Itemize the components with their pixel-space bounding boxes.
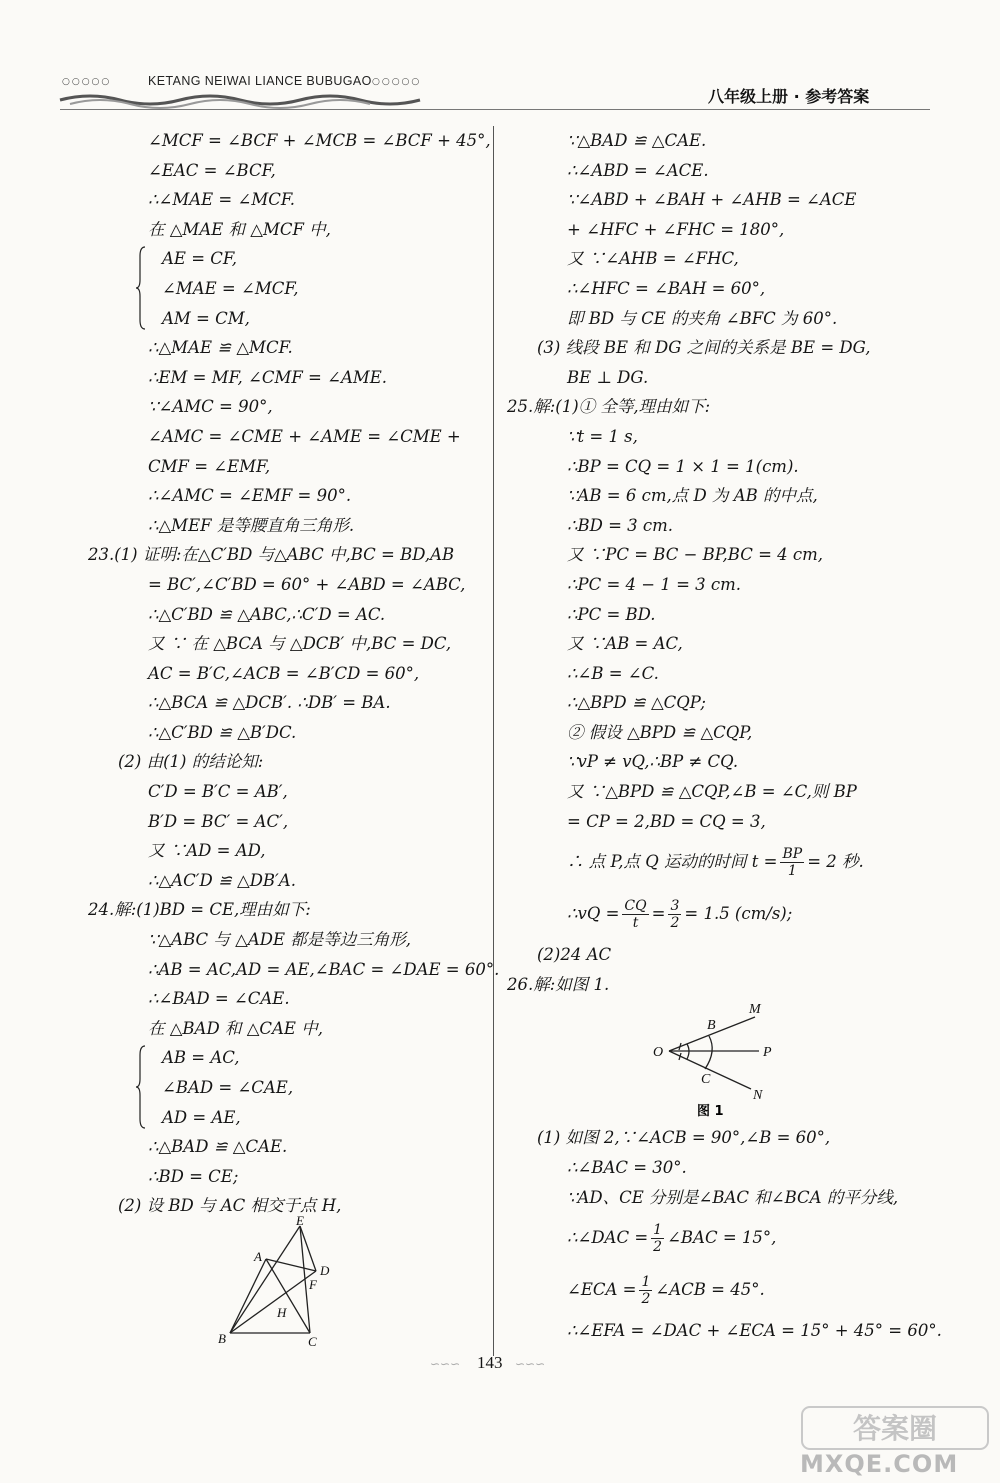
text-line: = CP = 2,BD = CQ = 3, [567,811,766,831]
text-line: + ∠HFC + ∠FHC = 180°, [567,219,785,239]
figure-2-triangles [88,1212,483,1350]
text-line: 24.解:(1)BD = CE,理由如下: [88,900,311,920]
brace-line: AM = CM, [162,308,250,328]
text-line: ∴BD = 3 cm. [567,515,674,535]
watermark-logo-icon [800,1405,990,1455]
eq-text: ∴∠DAC = [567,1228,649,1248]
figure-caption: 图 1 [697,1104,724,1120]
text-line: ∵AB = 6 cm,点 D 为 AB 的中点, [567,486,818,506]
text-line: ∵△BAD ≌ △CAE. [567,131,707,150]
text-line: CMF = ∠EMF, [148,456,271,476]
angle-diagram [647,999,787,1119]
text-line: ∠AMC = ∠CME + ∠AME = ∠CME + [148,426,461,446]
label-C: C [308,1333,317,1349]
text-line: ∴BD = CE; [148,1166,239,1186]
text-line: ∴EM = MF, ∠CMF = ∠AME. [148,367,388,387]
eq-text: ∠BAC = 15°, [667,1228,777,1248]
label-N: N [753,1088,763,1104]
text-line: ∴△C′BD ≌ △ABC,∴C′D = AC. [148,604,386,624]
fraction-denominator: 1 [787,863,797,880]
watermark-logo-text: 答案圈 [852,1412,938,1445]
text-line: ∴△MAE ≌ △MCF. [148,338,293,358]
left-column [88,126,500,1350]
text-line: ∴AB = AC,AD = AE,∠BAC = ∠DAE = 60°. [148,959,500,979]
text-line: ∴∠B = ∠C. [567,663,659,683]
text-line: ∵△ABC 与 △ADE 都是等边三角形, [148,930,412,950]
text-line: ∴△BPD ≌ △CQP; [567,693,706,713]
text-line: (2) 由(1) 的结论知: [118,752,264,772]
text-line: ∴∠AMC = ∠EMF = 90°. [148,486,352,506]
header-rule [60,109,930,110]
text-line: 又 ∵∠AHB = ∠FHC, [567,249,739,269]
text-line: ∵AD、CE 分别是∠BAC 和∠BCA 的平分线, [567,1187,899,1207]
footer-ornament-right-icon: ∽∽∽ [515,1357,546,1371]
text-line: 26.解:如图 1. [507,974,610,994]
header-dots-left: ○○○○○ [62,77,112,87]
label-F: F [309,1276,317,1292]
text-line: ∴∠BAD = ∠CAE. [148,989,290,1009]
label-P: P [763,1045,772,1061]
text-line: ∴PC = 4 − 1 = 3 cm. [567,574,742,594]
label-E: E [296,1212,304,1228]
header-title: 八年级上册 · 参考答案 [708,87,870,106]
fraction [668,898,681,931]
eq-text: = [651,904,666,924]
brace-line: AD = AE, [162,1107,241,1127]
fraction [651,1222,664,1255]
text-line: ∴∠MAE = ∠MCF. [148,190,295,210]
left-brace-icon [136,246,146,330]
text-line: ∴△MEF 是等腰直角三角形. [148,515,355,535]
header-ornament-icon [60,92,430,108]
text-line: ∴∠BAC = 30°. [567,1158,687,1178]
fraction-denominator: t [632,915,639,932]
left-brace-icon [136,1045,146,1129]
text-line: ∵t = 1 s, [567,426,638,446]
text-line: 又 ∵AB = AC, [567,634,683,654]
text-line: 25.解:(1)① 全等,理由如下: [507,397,711,417]
text-line: ∠MCF = ∠BCF + ∠MCB = ∠BCF + 45°, [148,131,491,150]
brace-system [88,244,483,333]
text-line: ∴∠EFA = ∠DAC + ∠ECA = 15° + 45° = 60°. [567,1321,942,1341]
fraction-numerator: 1 [653,1222,663,1239]
fraction [622,898,648,931]
fraction-numerator: 1 [641,1274,651,1291]
eq-text: ∠ECA = [567,1280,637,1300]
text-line: ∠EAC = ∠BCF, [148,160,276,180]
page-number: 143 [477,1353,503,1372]
text-line: C′D = B′C = AB′, [148,782,288,802]
label-B: B [707,1018,716,1034]
watermark-text: MXQE.COM [800,1450,959,1478]
brace-line: AB = AC, [162,1048,240,1068]
text-line: 又 ∵PC = BC − BP,BC = 4 cm, [567,545,824,565]
text-line: ∴△C′BD ≌ △B′DC. [148,722,297,742]
figure-1-angle-bisector [507,999,927,1123]
eq-text: ∠ACB = 45°. [655,1280,765,1300]
text-line: (3) 线段 BE 和 DG 之间的关系是 BE = DG, [537,338,871,358]
fraction [639,1274,652,1307]
equation-line [507,836,927,888]
eq-text: ∴ 点 P,点 Q 运动的时间 t = [567,852,778,872]
eq-text: = 1.5 (cm/s); [684,904,793,924]
text-line: (2)24 AC [537,945,612,965]
text-line: 又 ∵AD = AD, [148,841,266,861]
equation-line [507,888,927,940]
text-line: 又 ∵△BPD ≌ △CQP,∠B = ∠C,则 BP [567,782,857,802]
right-column [507,126,942,1346]
equation-line [507,1264,927,1316]
fraction-denominator: 2 [670,915,680,932]
label-B: B [218,1330,226,1346]
fraction-denominator: 2 [653,1239,663,1256]
text-line: ∵∠ABD + ∠BAH + ∠AHB = ∠ACE [567,190,857,210]
text-line: ∴△AC′D ≌ △DB′A. [148,870,296,890]
text-line: ∴∠ABD = ∠ACE. [567,160,709,180]
text-line: ∴PC = BD. [567,604,656,624]
fraction [780,846,804,879]
fraction-numerator: CQ [624,898,647,915]
header-dots-right: ○○○○○ [372,77,422,87]
series-title: KETANG NEIWAI LIANCE BUBUGAO [148,74,372,88]
text-line: ② 假设 △BPD ≌ △CQP, [567,722,753,742]
text-line: 在 △BAD 和 △CAE 中, [148,1018,323,1038]
equation-line [507,1212,927,1264]
brace-line: ∠MAE = ∠MCF, [162,278,299,298]
text-line: BE ⊥ DG. [567,367,649,387]
label-H: H [277,1304,287,1320]
triangle-diagram [218,1212,358,1349]
label-D: D [320,1262,330,1278]
text-line: B′D = BC′ = AC′, [148,811,289,831]
label-M: M [749,1002,761,1018]
text-line: ∴△BAD ≌ △CAE. [148,1137,288,1157]
footer-ornament-left-icon: ∽∽∽ [430,1357,461,1371]
text-line: ∴BP = CQ = 1 × 1 = 1(cm). [567,456,799,476]
text-line: (1) 如图 2,∵∠ACB = 90°,∠B = 60°, [537,1128,831,1148]
label-A: A [254,1248,262,1264]
text-line: 在 △MAE 和 △MCF 中, [148,219,331,239]
fraction-numerator: 3 [670,898,680,915]
text-line: AC = B′C,∠ACB = ∠B′CD = 60°, [148,663,420,683]
text-line: 又 ∵ 在 △BCA 与 △DCB′ 中,BC = DC, [148,634,452,654]
brace-line: ∠BAD = ∠CAE, [162,1078,294,1097]
label-O: O [653,1045,664,1061]
label-C: C [701,1072,711,1088]
text-line: 即 BD 与 CE 的夹角 ∠BFC 为 60°. [567,308,838,328]
text-line: ∴∠HFC = ∠BAH = 60°, [567,278,766,298]
brace-line: AE = CF, [162,249,238,269]
text-line: ∵vP ≠ vQ,∴BP ≠ CQ. [567,752,739,772]
page-header [0,0,1000,112]
eq-text: ∴vQ = [567,904,620,924]
fraction-denominator: 2 [641,1291,651,1308]
brace-system [88,1043,483,1132]
column-divider [493,126,494,1356]
text-line: = BC′,∠C′BD = 60° + ∠ABD = ∠ABC, [148,574,466,594]
fraction-numerator: BP [782,846,803,863]
text-line: ∴△BCA ≌ △DCB′. ∴DB′ = BA. [148,693,391,713]
eq-text: = 2 秒. [807,852,864,872]
text-line: 23.(1) 证明:在△C′BD 与△ABC 中,BC = BD,AB [88,545,455,565]
text-line: ∵∠AMC = 90°, [148,397,273,417]
text-line: (2) 设 BD 与 AC 相交于点 H, [118,1196,342,1216]
